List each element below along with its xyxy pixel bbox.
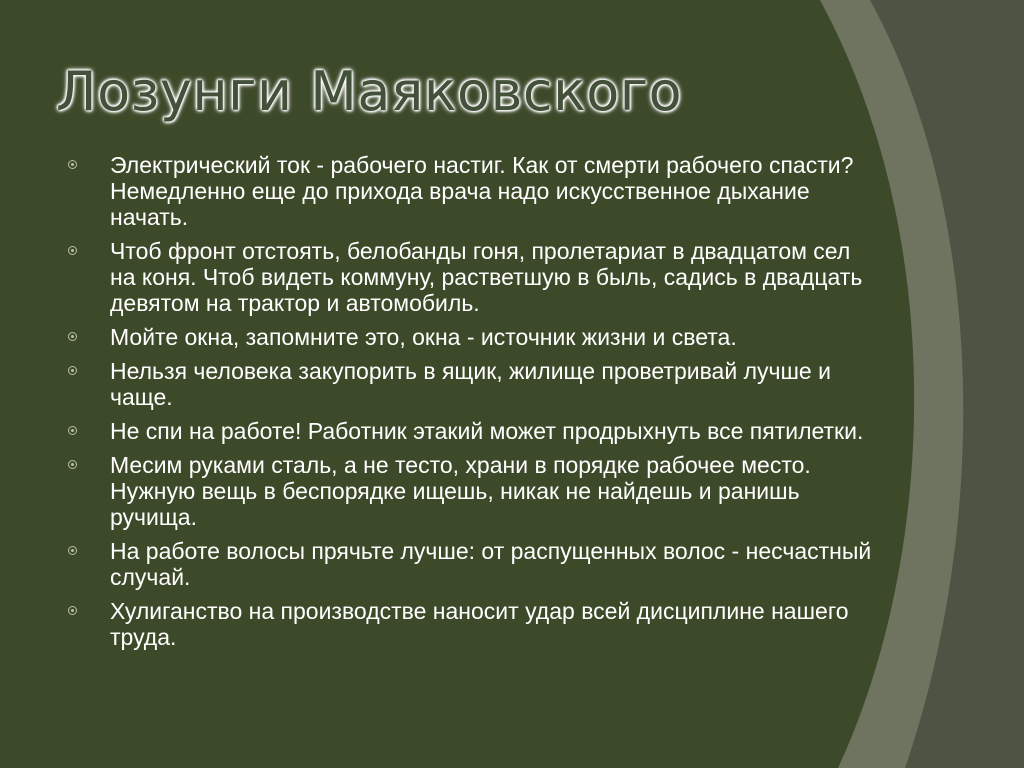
circle-bullet-icon	[68, 426, 77, 435]
circle-bullet-icon	[68, 606, 77, 615]
bullet-item	[62, 358, 872, 410]
circle-bullet-icon	[68, 546, 77, 555]
bullet-text: Электрический ток - рабочего настиг. Как от смерти рабочего спасти? Немедленно еще до прихода врача надо искусственное дыхание начать.	[110, 152, 854, 230]
circle-bullet-icon	[68, 332, 77, 341]
bullet-item	[62, 238, 872, 316]
bullet-item	[62, 598, 872, 650]
bullet-text: На работе волосы прячьте лучше: от распущенных волос - несчастный случай.	[110, 538, 872, 590]
bullet-text: Месим руками сталь, а не тесто, храни в порядке рабочее место. Нужную вещь в беспорядке ищешь, никак не найдешь и ранишь ручища.	[110, 452, 811, 530]
bullet-item	[62, 538, 872, 590]
bullet-list	[62, 152, 872, 658]
bullet-text: Хулиганство на производстве наносит удар всей дисциплине нашего труда.	[110, 598, 849, 650]
bullet-item	[62, 324, 872, 350]
bullet-text: Не спи на работе! Работник этакий может продрыхнуть все пятилетки.	[110, 418, 864, 444]
circle-bullet-icon	[68, 460, 77, 469]
bullet-item	[62, 418, 872, 444]
bullet-text: Чтоб фронт отстоять, белобанды гоня, пролетариат в двадцатом сел на коня. Чтоб видеть коммуну, растветшую в быль, садись в двадцать девятом на трактор и автомобиль.	[110, 238, 863, 316]
bullet-text: Нельзя человека закупорить в ящик, жилище проветривай лучше и чаще.	[110, 358, 831, 410]
bullet-item	[62, 452, 872, 530]
bullet-text: Мойте окна, запомните это, окна - источник жизни и света.	[110, 324, 737, 350]
slide-title: Лозунги Маяковского	[56, 60, 683, 123]
circle-bullet-icon	[68, 160, 77, 169]
circle-bullet-icon	[68, 246, 77, 255]
bullet-item	[62, 152, 872, 230]
circle-bullet-icon	[68, 366, 77, 375]
